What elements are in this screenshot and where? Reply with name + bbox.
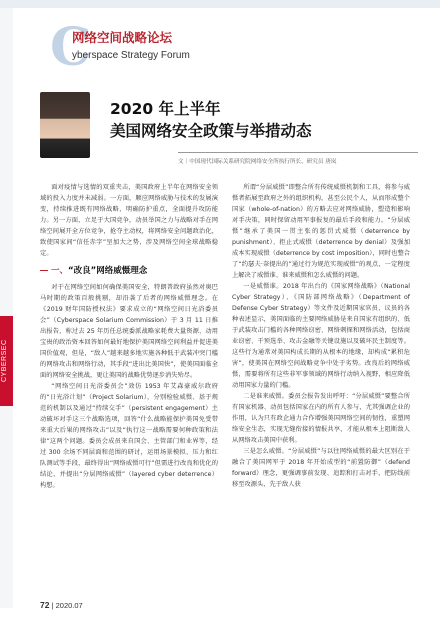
column-title-zh: 网络空间战略论坛 [72,30,173,45]
section-bar [40,270,48,271]
column-header [50,14,210,82]
paragraph: 面对疫情与选情的双重夹击，美国政府上半年在网络安全领域的投入力度并未减弱。一方面，顺应网络威胁与技术的发展演变，持续推进既有网络战略，明确防护重点，全面提升攻防能力。另一方面，立足于大国竞争，动员举国之力与战略对手在网络空间展开全方位竞争，抢夺主动权，将网络安全问题政治化，致使国家间“信任赤字”呈加大之势，涉及网络空间全球战略稳定。 [40,184,218,257]
article-byline: 文｜中国现代国际关系研究院网络安全所执行所长、研究员 唐岚 [178,152,418,165]
section-heading [40,266,218,277]
page-number: 72 [40,600,50,610]
paragraph: 一是威慑谁。2018 年出台的《国家网络战略》（National Cyber Strategy）、《国防部网络战略》（Department of Defense Cyber Strategy）等文件及近期国家官员、议员的各种表述显示，美国面临的主要网络威胁是来自国家有组织的、低于武装攻击门槛的各种网络窃密、网络刺探和网络活动，包括商业窃密、干预选举、攻击金融等关键设施以及破坏民主制度等。这些行为通常对美国构成长期的从根本的地缘，却构成“累积危害”，使美国在网络空间战略竞争中处于劣势。改良后的网络威慑，需要将所有这些非军事领域的网络行动纳入视野，相应降低动用国家力量的门槛。 [232,283,410,389]
article-title-line2: 美国网络安全政策与举措动态 [110,122,312,140]
column-logo: C [50,17,92,78]
paragraph: 所谓“分层威慑”即整合所有传统威慑机制和工具，将参与威慑者拓展至政府之外的组织机构，甚至公民个人，从而形成整个国家（whole-of-nation）的方略去应对网络威胁，塑造和影响对手决策，同时保留动用军事报复的最后手段和能力。“分层威慑”继承了美国一贯主张的惩罚式威慑（deterrence by punishment）、拒止式威慑（deterrence by denial）及强加成本实现威慑（deterrence by cost imposition），同时也整合了“约瑟夫·奈提出的”通过行为规范实现威慑”的观点，一定程度上解决了威慑谁、谁来威慑和怎么威慑的问题。 [232,184,410,279]
section-title: “改良”网络威慑理念 [68,266,148,276]
author-photo [40,92,90,158]
paragraph: 二是谁来威慑。委员会报告发出呼吁：“分层威慑”要整合所有国家机器、动员包括国家在内的所有人参与，尤其强调企业的作用，认为只有政企通力合作增强美国网络空间的韧性，重塑网络安全生态，实现无缝衔接的情报共享，才能从根本上阻断敌人从网络攻击美国中获利。 [232,393,410,444]
paragraph: 对于在网络空间如何确保美国安全，特朗普政府虽然对奥巴马时期的政策百般挑剔，却沿袭了后者的网络威慑理念。在《2019 财年国防授权法》要求成立的“网络空间日光浴委员会”（Cyberspace Solarium Commission）于 3 月 11 日推出报告，称过去 25 年历任总统委派战略家耗费大量资源、动用宝贵的政治资本回答如何最好地保护美国网络空间利益并促进美国价值观，但是，“敌人”越来越多地实施各种低于武装冲突门槛的网络攻击和网络行动，其手段“进出比美国快”，使美国面临全面的网络安全挑战，更让美国的战略优势逐步消失殆尽。 [40,284,218,379]
side-tab-label: CYBERSEC [1,339,8,383]
issue-date: 2020.07 [55,601,83,610]
section-number: 一、 [51,266,69,276]
right-column [232,182,410,490]
footer-separator: | [51,601,56,610]
paragraph: “网络空间日光浴委员会”效仿 1953 年艾森豪威尔政府的“日光浴计划”（Project Solarium），分别检验威慑、基于规范的机制以及通过“持续交手”（persistent engagement）主动破坏对手这三个战略选项，回答“什么战略能保护美国免受带来重大后果的网络攻击”以及“执行这一战略需要何种政策和法律”这两个问题。委员会成员来自国会、主管部门和业界等，经过 300 余场不同层面和范围的研讨，运用场景模拟、压力和红队测试等手段，最终得出“网络威慑可行”但需进行改良和优化的结论，并提出“分层网络威慑”（layered cyber deterrence）构想。 [40,383,218,489]
side-strip [0,8,13,608]
page-footer [40,600,83,610]
left-column [40,182,218,491]
paragraph: 三是怎么威慑。“分层威慑”与以往网络威慑的最大区别在于融合了美国网军于 2018 年开始成型的“前置防御”（defend forward）理念，更强调事前发现、追踪和打击对手，把防线前移至攻源头，先于敌人获 [232,448,410,488]
column-title-en: yberspace Strategy Forum [72,50,190,61]
article-title-line1: 2020 年上半年 [110,100,221,118]
top-stripe [0,0,440,8]
article-title [110,92,410,142]
